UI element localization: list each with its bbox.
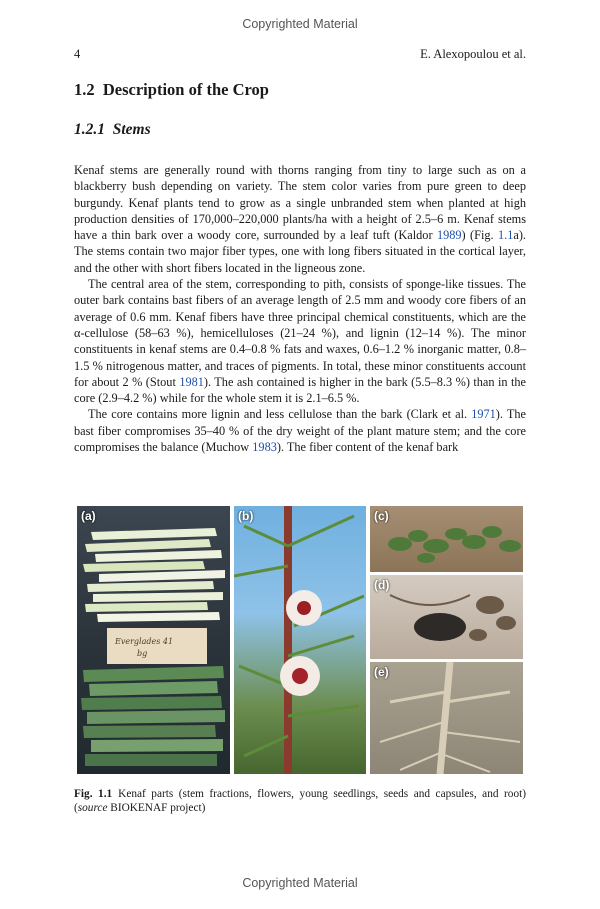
- figure-caption-source-word: source: [77, 802, 108, 814]
- paragraph-1: [74, 162, 526, 276]
- running-head-authors: E. Alexopoulou et al.: [420, 47, 526, 61]
- section-title: Description of the Crop: [102, 80, 269, 99]
- panel-label-d: (d): [374, 578, 390, 592]
- figure-1-1: [77, 506, 523, 774]
- figure-link-1-1[interactable]: 1.1: [497, 228, 514, 243]
- specimen-label-card: [107, 628, 207, 664]
- specimen-label-line-1: Everglades 41: [115, 637, 174, 646]
- capsule-stalk: [390, 595, 470, 605]
- panel-label-e: (e): [374, 665, 389, 679]
- paragraph-2-text-a: The central area of the stem, corresponding to pith, consists of sponge-like tissues. The outer bark contains bast fibers of an average length of 2.5 mm and woody core fibers of an average of 0.6 mm. Kenaf fibers have three principal chemical constituents, which are the α-cellulose (58–63 %), hemicelluloses (21–24 %), and lignin (12–14 %). The minor constituents in kenaf stems are 0.4–0.8 % fats and waxes, 0.6–1.2 % inorganic matter, 0.8–1.5 % nitrogenous matter, and traces of pigments. In total, these minor constituents account for about 2 % (Stout: [74, 277, 526, 389]
- body-text: [74, 162, 526, 455]
- paragraph-3-text-c: ). The fiber content of the kenaf bark: [276, 440, 459, 455]
- seedling-shapes: [388, 526, 521, 563]
- paragraph-1-text-b: ) (Fig.: [461, 228, 498, 243]
- section-heading: [74, 80, 269, 100]
- root-illustration: [370, 662, 523, 774]
- subsection-title: Stems: [112, 121, 151, 138]
- panel-label-b: (b): [238, 509, 254, 523]
- citation-stout-1981[interactable]: 1981: [179, 374, 204, 389]
- watermark-bottom: Copyrighted Material: [242, 876, 358, 890]
- citation-clark-1971[interactable]: 1971: [471, 407, 496, 422]
- figure-caption-text-b: BIOKENAF project): [107, 802, 206, 814]
- stem-fractions-illustration: [77, 506, 230, 774]
- panel-label-c: (c): [374, 509, 389, 523]
- paragraph-3: [74, 406, 526, 455]
- photo-seeds-capsules: [370, 575, 523, 659]
- citation-muchow-1983[interactable]: 1983: [252, 440, 277, 455]
- paragraph-1-text-a: Kenaf stems are generally round with thorns ranging from tiny to large such as on a blackberry bush depending on variety. The stem color varies from pure green to deep burgundy. Kenaf plants tend to grow as a single unbranded stem when planted at high production densities of 170,000–220,000 plants/ha with a height of 2.5–6 m. Kenaf stems have a thin bark over a woody core, surrounded by a leaf tuft (Kaldor: [74, 163, 526, 243]
- paragraph-2-text-b: ). The ash contained is higher in the bark (5.5–8.3 %) than in the core (2.9–4.2 %) while for the whole stem it is 2.1–6.5 %.: [74, 374, 526, 406]
- page-number: 4: [74, 47, 81, 61]
- photo-root: [370, 662, 523, 774]
- specimen-label-line-2: bg: [137, 649, 148, 658]
- photo-flowers: [234, 506, 366, 774]
- photo-stem-fractions: [77, 506, 230, 774]
- seeds-illustration: [370, 575, 523, 659]
- flowers-illustration: [234, 506, 366, 774]
- panel-label-a: (a): [81, 509, 96, 523]
- figure-caption-text-a: Kenaf parts (stem fractions, flowers, young seedlings, seeds and capsules, and root) (: [74, 788, 526, 814]
- watermark-top: Copyrighted Material: [242, 17, 358, 31]
- flower-upper: [286, 590, 322, 626]
- paragraph-2: [74, 276, 526, 406]
- subsection-number: 1.2.1: [74, 121, 105, 138]
- light-stem-strips: [83, 528, 225, 622]
- paragraph-3-text-b: ). The bast fiber compromises 35–40 % of the dry weight of the plant mature stem; and the core compromises the balance (Muchow: [74, 407, 526, 455]
- root-shapes: [380, 662, 520, 774]
- running-head: [74, 47, 526, 62]
- subsection-heading: [74, 121, 151, 139]
- citation-kaldor-1989[interactable]: 1989: [436, 228, 462, 243]
- section-number: 1.2: [74, 80, 95, 99]
- seedlings-illustration: [370, 506, 523, 572]
- photo-young-seedlings: [370, 506, 523, 572]
- figure-caption: [74, 787, 526, 815]
- figure-caption-label: Fig. 1.1: [74, 788, 113, 800]
- capsule-shapes: [469, 596, 516, 641]
- flower-lower: [280, 656, 320, 696]
- leaf-shapes: [234, 516, 364, 756]
- dark-bark-strips: [81, 666, 225, 766]
- paragraph-1-text-c: a). The stems contain two major fiber types, one with long fibers situated in the cortical layer, and the other with short fibers located in the ligneous zone.: [74, 228, 526, 275]
- paragraph-3-text-a: The core contains more lignin and less cellulose than the bark (Clark et al.: [88, 407, 472, 422]
- seed-pile: [414, 613, 466, 641]
